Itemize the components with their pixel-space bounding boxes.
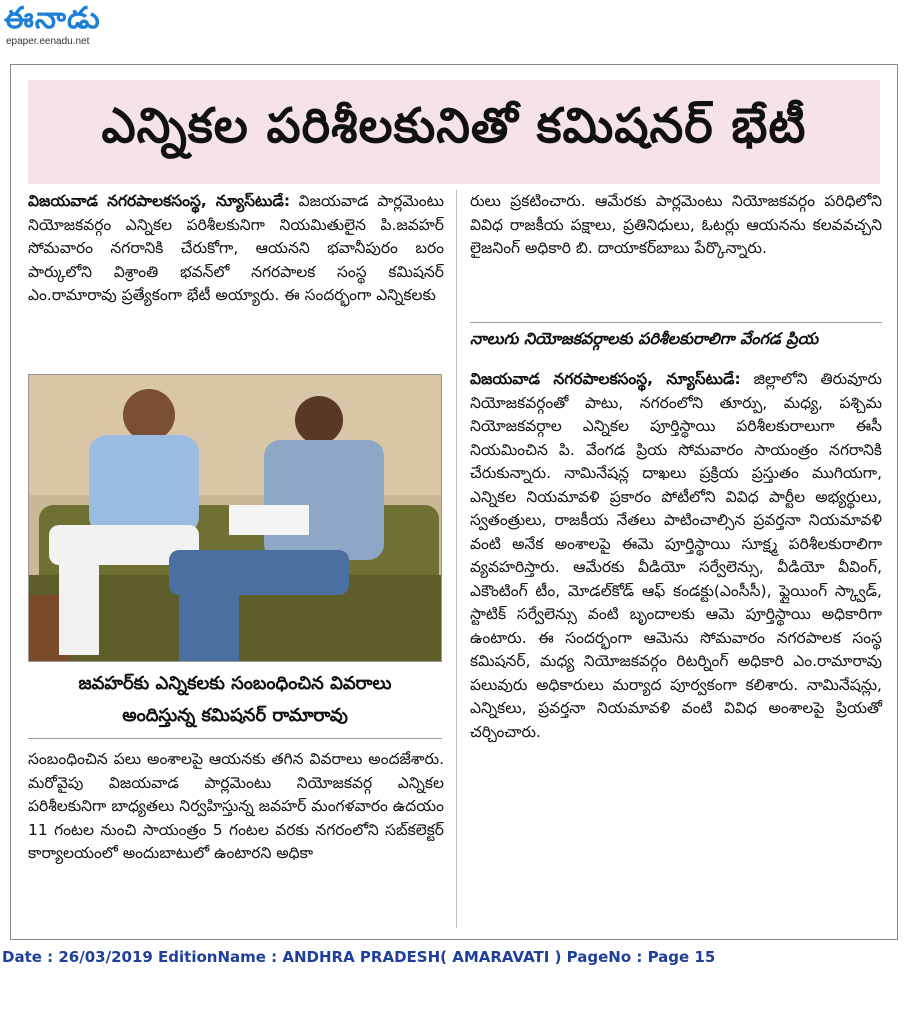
logo-text: ఈనాడు	[4, 1, 101, 36]
story2-subhead: నాలుగు నియోజకవర్గాలకు పరిశీలకురాలిగా వేంగడ ప్రియ	[470, 322, 882, 352]
story1-column1	[28, 190, 444, 308]
headline: ఎన్నికల పరిశీలకునితో కమిషనర్ భేటీ	[101, 98, 807, 154]
story1-column2	[470, 190, 882, 261]
story1-cont-text: సంబంధించిన పలు అంశాలపై ఆయనకు తగిన వివరాలు అందజేశారు. మరోవైపు విజయవాడ పార్లమెంటు నియోజకవర్గ ఎన్నికల పరిశీలకునిగా బాధ్యతలు నిర్వహిస్తున్న జవహర్ మంగళవారం ఉదయం 11 గంటల నుంచి సాయంత్రం 5 గంటల వరకు నగరంలోని సబ్‌కలెక్టర్ కార్యాలయంలో అందుబాటులో ఉంటారని అధికా	[28, 750, 444, 862]
site-url: epaper.eenadu.net	[6, 36, 90, 47]
story2-text: జిల్లాలోని తిరువూరు నియోజకవర్గంతో పాటు, నగరంలోని తూర్పు, మధ్య, పశ్చిమ నియోజకవర్గాల ఎన్నికల పూర్తిస్థాయి పరిశీలకురాలుగా ఈసీ నియమించిన పి. వేంగడ ప్రియ సోమవారం సాయంత్రం నగరానికి చేరుకున్నారు. నామినేషన్ల దాఖలు ప్రక్రియ ప్రస్తుతం ముగియగా, ఎన్నికల నియమావళి ప్రకారం పోటీలోని వివిధ పార్టీల అభ్యర్థులు, స్వతంత్రులు, రాజకీయ నేతలు పాటించాల్సిన ప్రవర్తనా నియమావళి వంటి అనేక అంశాలపై ఈమె పూర్తిస్థాయి సూక్ష్మ పరిశీలకురాలిగా వ్యవహరిస్తారు. ఆమేరకు వీడియో సర్వేలెన్సు, వీడియో వీవింగ్, ఎకౌంటింగ్ టీం, మోడల్‌కోడ్ ఆఫ్ కండక్టు(ఎంసీసీ), ఫ్లైయింగ్ స్క్వాడ్, స్టాటిక్ సర్వేలెన్సు వంటి బృందాలకు ఆమె పూర్తిస్థాయి అధికారిగా ఉంటారు. ఈ సందర్భంగా ఆమెను సోమవారం నగరపాలక సంస్థ కమిషనర్, మధ్య నియోజకవర్గం రిటర్నింగ్ అధికారి ఎం.రామారావు పలువురు అధికారులు మర్యాద పూర్వకంగా కలిశారు. నామినేషన్లు, ఎన్నికలు, ప్రవర్తనా నియమావళి వంటి వివిధ అంశాలపై ప్రియతో చర్చించారు.	[470, 370, 882, 741]
eenadu-logo[interactable]	[4, 2, 144, 54]
column-divider	[456, 190, 457, 928]
story1-continuation	[28, 748, 444, 866]
story2-column	[470, 368, 882, 744]
story2-dateline: విజయవాడ నగరపాలకసంస్థ, న్యూస్‌టుడే:	[470, 370, 741, 388]
story1-col2-text: రులు ప్రకటించారు. ఆమేరకు పార్లమెంటు నియోజకవర్గం పరిధిలోని వివిధ రాజకీయ పక్షాలు, ప్రతినిధులు, ఓటర్లు ఆయనను కలవవచ్చని లైజనింగ్ అధికారి బి. దాయాకర్‌బాబు పేర్కొన్నారు.	[470, 192, 882, 257]
caption-line-1: జవహర్‌కు ఎన్నికలకు సంబంధించిన వివరాలు	[78, 673, 392, 694]
photo-caption	[28, 668, 442, 732]
story1-text: విజయవాడ పార్లమెంటు నియోజకవర్గం ఎన్నికల పరిశీలకునిగా నియమితులైన పి.జవహర్ సోమవారం నగరానికి చేరుకోగా, ఆయనని భవానీపురం బరం పార్కులోని విశ్రాంతి భవన్‌లో నగరపాలక సంస్థ కమిషనర్ ఎం.రామారావు ప్రత్యేకంగా భేటీ అయ్యారు. ఈ సందర్భంగా ఎన్నికలకు	[28, 192, 444, 304]
edition-footer: Date : 26/03/2019 EditionName : ANDHRA PRADESH( AMARAVATI ) PageNo : Page 15	[2, 948, 716, 966]
headline-banner	[28, 80, 880, 184]
caption-line-2: అందిస్తున్న కమిషనర్ రామారావు	[122, 705, 348, 726]
news-photo	[28, 374, 442, 662]
caption-divider	[28, 738, 442, 739]
story1-dateline: విజయవాడ నగరపాలకసంస్థ, న్యూస్‌టుడే:	[28, 192, 291, 210]
photo-illustration	[29, 375, 442, 662]
